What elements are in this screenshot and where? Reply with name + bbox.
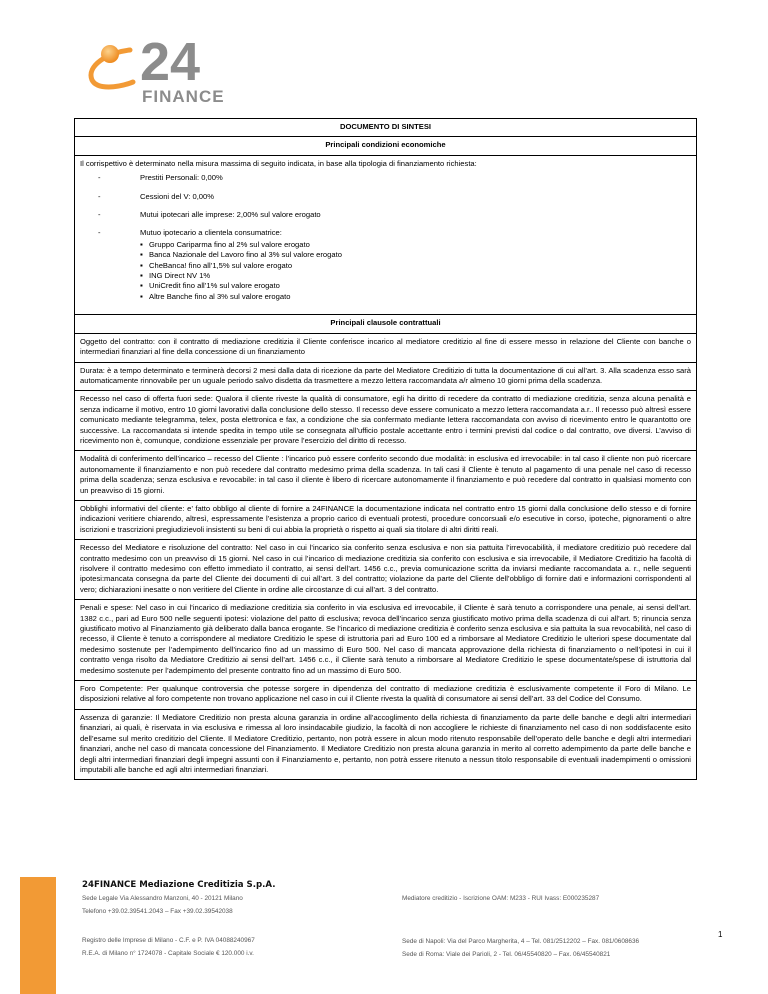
- clause-subject: Oggetto del contratto: con il contratto di mediazione creditizia il Cliente conferisce incarico al mediatore creditizio al fine di essere messo in relazione del Cliente con banche o intermediari finanziari al fine della concessione di un finanziamento: [75, 333, 697, 362]
- logo-ball: [101, 45, 119, 63]
- rates-list: [98, 173, 691, 302]
- footer: [82, 880, 732, 964]
- footer-registry: Registro delle Imprese di Milano - C.F. e P. IVA 04088240967: [82, 937, 255, 944]
- summary-table: [74, 118, 697, 780]
- footer-roma-office: Sede di Roma: Viale dei Parioli, 2 - Tel. 06/45540820 – Fax. 06/45540821: [402, 951, 611, 958]
- bank-item: ▪ Gruppo Cariparma fino al 2% sul valore erogato: [140, 240, 691, 250]
- logo-word: FINANCE: [142, 87, 225, 106]
- dash-marker: -: [98, 191, 101, 201]
- rate-label: Mutuo ipotecario a clientela consumatrice:: [140, 228, 282, 238]
- page-number: 1: [718, 930, 723, 939]
- bank-item: ▪ UniCredit fino all’1% sul valore erogato: [140, 281, 691, 291]
- mortgage-banks-list: [140, 240, 691, 302]
- footer-company-name: 24FINANCE Mediazione Creditizia S.p.A.: [82, 880, 276, 890]
- clause-withdrawal-off-premises: Recesso nel caso di offerta fuori sede: Qualora il cliente riveste la qualità di consumatore, egli ha diritto di recedere da contratto di mediazione creditizia, senza alcuna penalità e senza indicarne il motivo, entro 10 giorni lavorativi dalla conclusione dello stesso. Il recesso deve essere comunicato a mezzo lettera raccomandata a.r.. Il recesso può altresì essere comunicato mediante telegramma, telex, posta elettronica e fax, a condizione che sia confermato mediante lettera raccomandata con avviso di ricevimento entro le quarantotto ore successive. La raccomandata si intende spedita in tempo utile se consegnata all’ufficio postale accettante entro i termini previsti dal codice o dal contratto, ove diversi. L’avviso di ricevimento non è, comunque, condizione essenziale per provare l’esercizio del diritto di recesso.: [75, 391, 697, 451]
- footer-oam: Mediatore creditizio - Iscrizione OAM: M233 - RUI Ivass: E000235287: [402, 895, 600, 902]
- clause-duration: Durata: è a tempo determinato e terminerà decorsi 2 mesi dalla data di ricezione da parte del Mediatore Creditizio di tutta la documentazione di cui all’art. 3. Alla scadenza esso sarà automaticamente rinnovabile per un uguale periodo salvo disdetta da trasmettere a mezzo lettera raccomandata a/r almeno 10 giorni prima della scadenza.: [75, 362, 697, 391]
- bank-item: ▪ CheBanca! fino all’1,5% sul valore erogato: [140, 261, 691, 271]
- rate-item: [98, 210, 691, 220]
- rate-label: Prestiti Personali: 0,00%: [140, 173, 223, 183]
- dash-marker: -: [98, 173, 101, 183]
- clause-mediator-withdrawal: Recesso del Mediatore e risoluzione del contratto: Nel caso in cui l’incarico sia conferito senza esclusiva e non sia pattuita l’irrevocabilità, il mediatore creditizio può recedere dal contratto medesimo con un preavviso di 15 giorni. Nel caso in cui l’incarico di mediazione creditizia sia conferito con esclusiva e sia irrevocabile, il Mediatore Creditizio ha facoltà di risolvere il contratto medesimo con effetto immediato il contratto, ai sensi dell’art. 1456 c.c., previa comunicazione scritta da inviarsi mediante raccomandata a. r., nelle seguenti ipotesi:mancata consegna da parte del Cliente dei documenti di cui all’art. 3 del contratto; violazione da parte del Cliente dell’obbligo di fornire dati e informazioni corrispondenti al vero; dichiarazioni inesatte o non veritiere del Cliente in ordine alle circostanze di cui all’art. 3 del contratto.: [75, 540, 697, 600]
- bank-item: ▪ Altre Banche fino al 3% sul valore erogato: [140, 292, 691, 302]
- clause-penalties: Penali e spese: Nel caso in cui l’incarico di mediazione creditizia sia conferito in via esclusiva ed irrevocabile, il Cliente è sarà tenuto a corrispondere una penale, ai sensi dell’art. 1382 c.c., pari ad Euro 500 nelle seguenti ipotesi: violazione del patto di esclusiva; revoca dell’incarico senza giustificato motivo prima della scadenza di cui all’art. 5; rinuncia senza giustificato motivo al Finanziamento già deliberato dalla banca erogante. Se l’incarico di mediazione creditizia è conferito senza esclusiva e sia pattuita la sua revocabilità, nel caso di recesso, il Cliente è tenuto a corrispondere al mediatore Creditizio le spese di istruttoria pari ad Euro 100 ed a rimborsare al Mediatore Creditizio le ulteriori spese documentate dal medesimo sostenute per l’adempimento dell’incarico fino ad un massimo di Euro 500. Nel caso di mancata approvazione della richiesta di finanziamento o nell’ipotesi in cui il contratto venga risolto da Mediatore Creditizio ai sensi dell’art. 1456 c.c., il Cliente sarà tenuto a rimborsare al Mediatore Creditizio le spese documentate/spese di istruttoria dal medesimo sostenute per l’adempimento del presente contratto fino ad un massimo di Euro 500.: [75, 600, 697, 681]
- rate-item: [98, 228, 691, 302]
- footer-rea: R.E.A. di Milano n° 1724078 - Capitale Sociale € 120.000 i.v.: [82, 950, 254, 957]
- contract-clauses-heading: Principali clausole contrattuali: [75, 315, 697, 333]
- document-title: DOCUMENTO DI SINTESI: [75, 119, 697, 137]
- footer-phone: Telefono +39.02.39541.2043 – Fax +39.02.39542038: [82, 908, 233, 915]
- footer-accent-bar: [20, 877, 56, 994]
- company-logo: [78, 30, 248, 108]
- logo-graphic: [78, 30, 248, 108]
- economic-conditions-heading: Principali condizioni economiche: [75, 137, 697, 155]
- bank-item: ▪ Banca Nazionale del Lavoro fino al 3% sul valore erogato: [140, 250, 691, 260]
- logo-number: 24: [140, 32, 201, 92]
- footer-address: Sede Legale Via Alessandro Manzoni, 40 - 20121 Milano: [82, 895, 243, 902]
- clause-jurisdiction: Foro Competente: Per qualunque controversia che potesse sorgere in dipendenza del contratto di mediazione creditizia è esclusivamente competente il Foro di Milano. Le disposizioni relative al foro competente non trovano applicazione nel caso in cui il Cliente rivesta la qualità di consumatore ai sensi dell’art. 33 del Codice del Consumo.: [75, 681, 697, 710]
- rate-item: [98, 173, 691, 183]
- dash-marker: -: [98, 210, 101, 220]
- footer-napoli-office: Sede di Napoli: Via del Parco Margherita, 4 – Tel. 081/2512202 – Fax. 081/0608636: [402, 938, 640, 945]
- clause-client-obligations: Obblighi informativi del cliente: e’ fatto obbligo al cliente di fornire a 24FINANCE la documentazione indicata nel contratto entro 15 giorni dalla conclusione dello stesso e di fornire indicazioni veritiere chiarendo, altresì, espressamente l’esistenza a proprio carico di eventuali protesti, procedure concorsuali e/o esecutive in corso, ipoteche, pignoramenti o altre iscrizioni e trascrizioni pregiudizievoli insistenti su beni di cui abbia la proprietà o rispetto ai quali sia titolare di altri diritti reali.: [75, 500, 697, 539]
- dash-marker: -: [98, 228, 101, 238]
- rate-item: [98, 192, 691, 202]
- rate-label: Cessioni del V: 0,00%: [140, 191, 215, 201]
- rate-label: Mutui ipotecari alle imprese: 2,00% sul valore erogato: [140, 210, 321, 220]
- clause-no-guarantees: Assenza di garanzie: Il Mediatore Creditizio non presta alcuna garanzia in ordine all’accoglimento della richiesta di finanziamento da parte delle banche e degli altri intermediari finanziari, ai quali, è riservata in via esclusiva e rimessa al loro insindacabile giudizio, la facoltà di non accogliere le richieste di finanziamento nel caso di non soddisfacente esito dell’esame sul merito creditizio del Cliente. Il Mediatore Creditizio, pertanto, non potrà essere in alcun modo ritenuto responsabile dell’operato delle banche e degli altri intermediari finanziari, anche nel caso di mancata concessione del Finanziamento. Il Mediatore Creditizio non presta alcuna garanzia in merito al corretto adempimento da parte delle banche e degli altri intermediari finanziari degli impegni assunti con il Finanziamento e, pertanto, non potrà essere ritenuto a nessun titolo responsabile di eventuali inadempimenti o omissioni imputabili alle banche ed agli altri intermediari finanziari.: [75, 709, 697, 779]
- economic-intro: Il corrispettivo è determinato nella misura massima di seguito indicata, in base alla tipologia di finanziamento richiesta:: [80, 158, 477, 168]
- bank-item: ▪ ING Direct NV 1%: [140, 271, 691, 281]
- clause-assignment-modes: Modalità di conferimento dell’incarico – recesso del Cliente : l’incarico può essere conferito secondo due modalità: in esclusiva ed irrevocabile: in tal caso il cliente non può ricercare autonomamente il finanziamento e non può recedere dal contratto medesimo prima della scadenza. In tali casi il Cliente è tenuto al pagamento di una penale nel caso di recesso prima della scadenza; senza esclusiva e revocabile: in tal caso il cliente è libero di ricercare autonomamente il finanziamento e può recedere dal contratto in qualsiasi momento con un preavviso di 15 giorni.: [75, 451, 697, 501]
- economic-conditions-cell: [75, 155, 697, 314]
